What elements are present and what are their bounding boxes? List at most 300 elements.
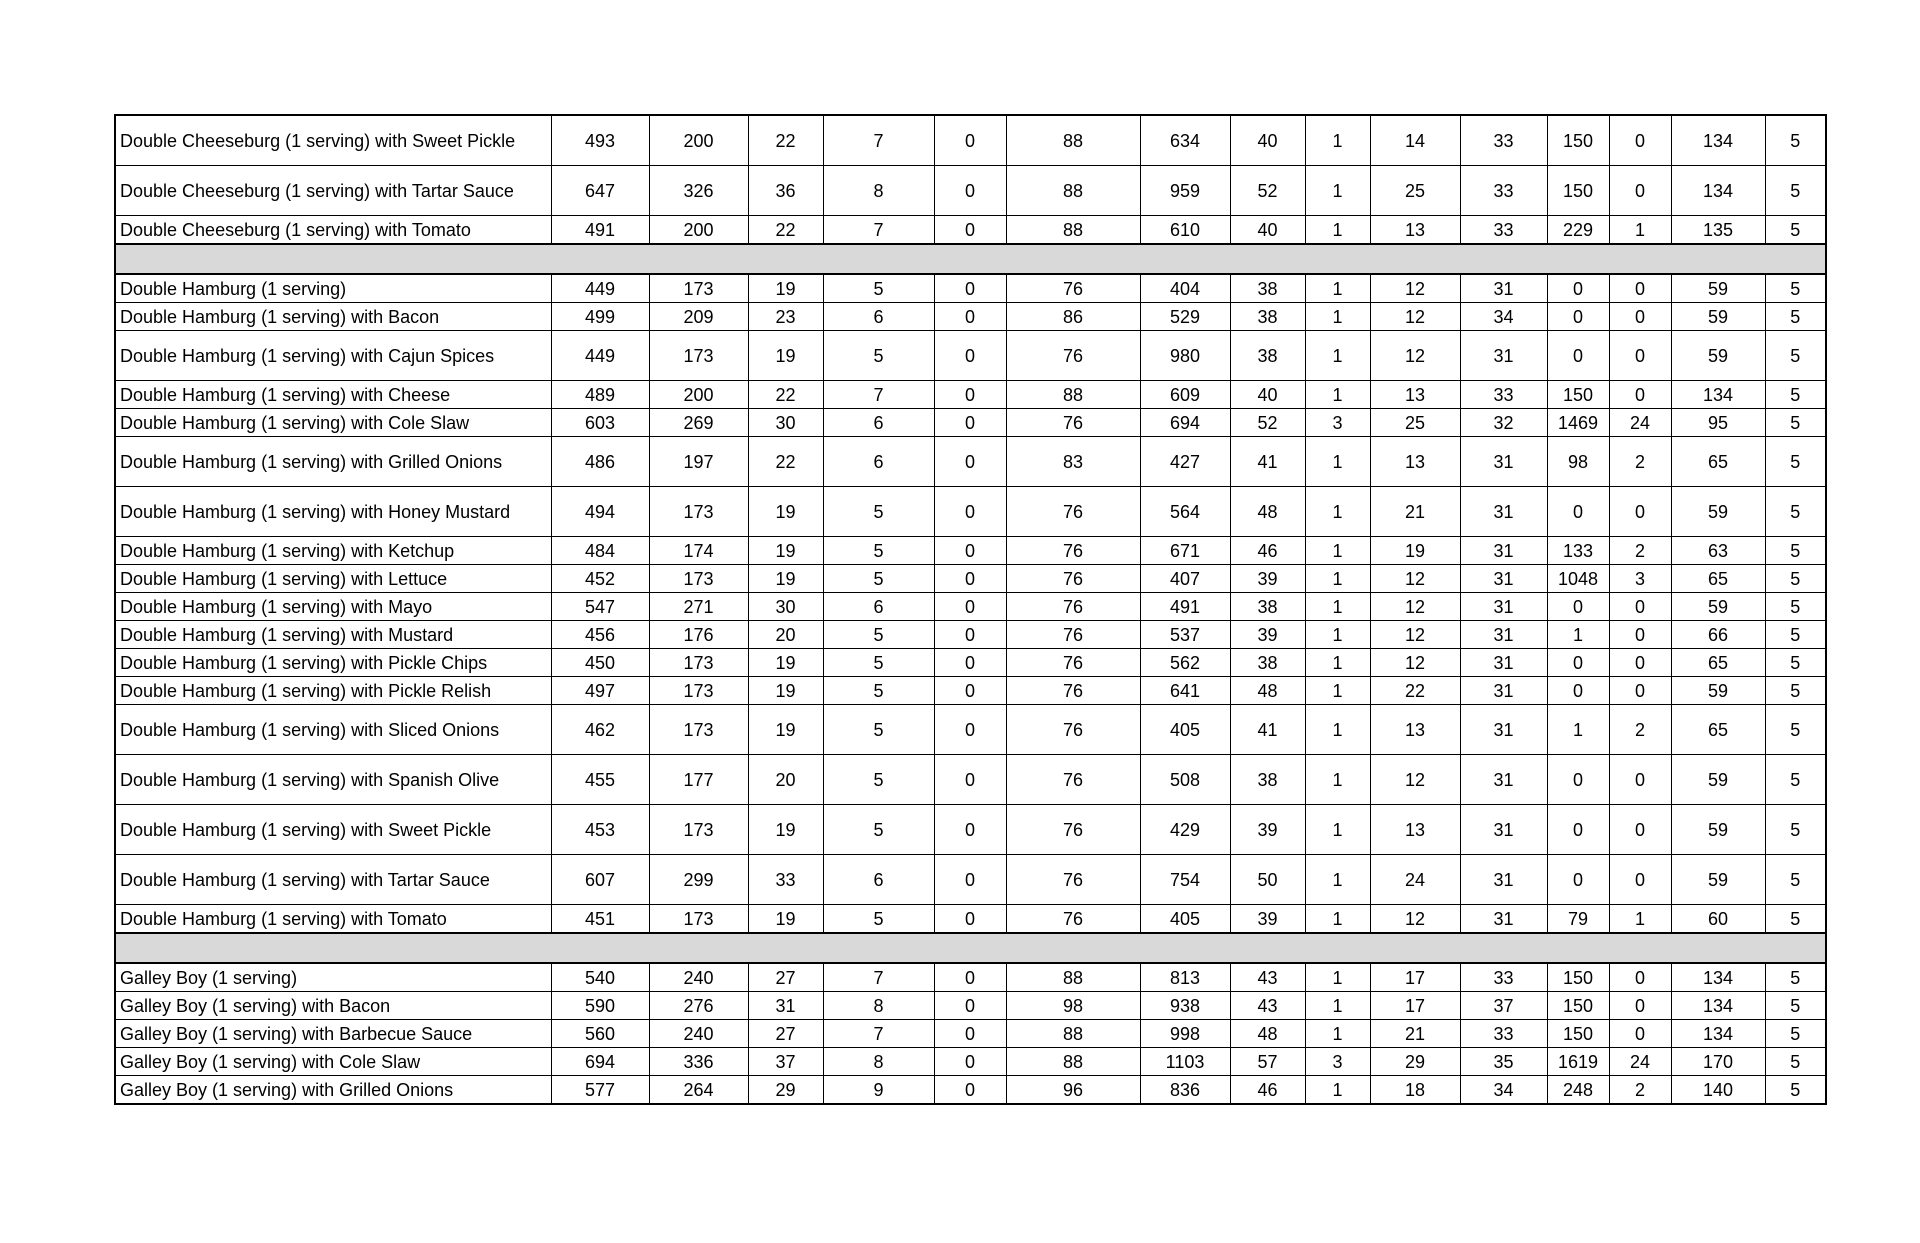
value-cell: 88: [1006, 1048, 1140, 1076]
value-cell: 0: [934, 649, 1006, 677]
table-row: [115, 274, 1826, 303]
value-cell: 27: [748, 1020, 823, 1048]
value-cell: 59: [1671, 593, 1765, 621]
value-cell: 31: [1460, 705, 1547, 755]
item-name-cell: Double Hamburg (1 serving) with Sliced Onions: [115, 705, 551, 755]
value-cell: 5: [1765, 115, 1826, 166]
value-cell: 173: [649, 331, 748, 381]
value-cell: 980: [1140, 331, 1230, 381]
value-cell: 1: [1305, 677, 1370, 705]
value-cell: 173: [649, 677, 748, 705]
value-cell: 0: [934, 855, 1006, 905]
table-row: [115, 331, 1826, 381]
value-cell: 31: [1460, 905, 1547, 934]
item-name-cell: Double Hamburg (1 serving) with Cole Slaw: [115, 409, 551, 437]
value-cell: 173: [649, 705, 748, 755]
value-cell: 135: [1671, 216, 1765, 245]
value-cell: 33: [1460, 963, 1547, 992]
value-cell: 1469: [1547, 409, 1609, 437]
item-name-cell: Double Hamburg (1 serving) with Sweet Pickle: [115, 805, 551, 855]
value-cell: 63: [1671, 537, 1765, 565]
value-cell: 7: [823, 216, 934, 245]
value-cell: 5: [1765, 649, 1826, 677]
value-cell: 0: [1609, 755, 1671, 805]
value-cell: 9: [823, 1076, 934, 1105]
value-cell: 938: [1140, 992, 1230, 1020]
value-cell: 38: [1230, 331, 1305, 381]
value-cell: 508: [1140, 755, 1230, 805]
group-separator-row: [115, 244, 1826, 274]
value-cell: 0: [1609, 649, 1671, 677]
value-cell: 173: [649, 274, 748, 303]
item-name-cell: Double Hamburg (1 serving) with Grilled Onions: [115, 437, 551, 487]
value-cell: 5: [1765, 805, 1826, 855]
value-cell: 493: [551, 115, 649, 166]
value-cell: 88: [1006, 115, 1140, 166]
value-cell: 39: [1230, 621, 1305, 649]
value-cell: 564: [1140, 487, 1230, 537]
value-cell: 150: [1547, 381, 1609, 409]
value-cell: 14: [1370, 115, 1460, 166]
value-cell: 5: [823, 537, 934, 565]
value-cell: 173: [649, 805, 748, 855]
value-cell: 0: [934, 487, 1006, 537]
value-cell: 52: [1230, 166, 1305, 216]
value-cell: 34: [1460, 1076, 1547, 1105]
value-cell: 76: [1006, 855, 1140, 905]
value-cell: 13: [1370, 705, 1460, 755]
value-cell: 134: [1671, 166, 1765, 216]
value-cell: 486: [551, 437, 649, 487]
value-cell: 560: [551, 1020, 649, 1048]
value-cell: 5: [1765, 537, 1826, 565]
value-cell: 98: [1547, 437, 1609, 487]
value-cell: 59: [1671, 755, 1765, 805]
value-cell: 65: [1671, 437, 1765, 487]
value-cell: 39: [1230, 805, 1305, 855]
value-cell: 174: [649, 537, 748, 565]
value-cell: 5: [823, 621, 934, 649]
value-cell: 0: [934, 805, 1006, 855]
value-cell: 25: [1370, 409, 1460, 437]
value-cell: 173: [649, 565, 748, 593]
item-name-cell: Double Hamburg (1 serving) with Honey Mustard: [115, 487, 551, 537]
value-cell: 449: [551, 274, 649, 303]
value-cell: 0: [934, 593, 1006, 621]
value-cell: 50: [1230, 855, 1305, 905]
value-cell: 1: [1305, 166, 1370, 216]
value-cell: 0: [934, 537, 1006, 565]
value-cell: 36: [748, 166, 823, 216]
value-cell: 6: [823, 593, 934, 621]
value-cell: 8: [823, 166, 934, 216]
value-cell: 21: [1370, 487, 1460, 537]
value-cell: 59: [1671, 677, 1765, 705]
value-cell: 0: [1547, 593, 1609, 621]
value-cell: 671: [1140, 537, 1230, 565]
value-cell: 610: [1140, 216, 1230, 245]
item-name-cell: Double Hamburg (1 serving) with Pickle Relish: [115, 677, 551, 705]
table-row: [115, 805, 1826, 855]
value-cell: 95: [1671, 409, 1765, 437]
value-cell: 269: [649, 409, 748, 437]
table-row: [115, 992, 1826, 1020]
value-cell: 38: [1230, 755, 1305, 805]
value-cell: 5: [1765, 855, 1826, 905]
value-cell: 88: [1006, 166, 1140, 216]
value-cell: 484: [551, 537, 649, 565]
value-cell: 1: [1305, 565, 1370, 593]
value-cell: 609: [1140, 381, 1230, 409]
value-cell: 240: [649, 1020, 748, 1048]
item-name-cell: Double Hamburg (1 serving) with Pickle Chips: [115, 649, 551, 677]
value-cell: 264: [649, 1076, 748, 1105]
value-cell: 6: [823, 437, 934, 487]
value-cell: 529: [1140, 303, 1230, 331]
value-cell: 491: [1140, 593, 1230, 621]
value-cell: 5: [1765, 381, 1826, 409]
value-cell: 1: [1305, 274, 1370, 303]
value-cell: 88: [1006, 216, 1140, 245]
value-cell: 0: [1609, 331, 1671, 381]
value-cell: 32: [1460, 409, 1547, 437]
item-name-cell: Double Hamburg (1 serving) with Tomato: [115, 905, 551, 934]
value-cell: 1: [1305, 705, 1370, 755]
value-cell: 0: [934, 621, 1006, 649]
value-cell: 150: [1547, 115, 1609, 166]
value-cell: 38: [1230, 649, 1305, 677]
value-cell: 19: [748, 705, 823, 755]
value-cell: 0: [934, 166, 1006, 216]
value-cell: 0: [1609, 855, 1671, 905]
value-cell: 451: [551, 905, 649, 934]
value-cell: 0: [934, 1076, 1006, 1105]
value-cell: 1: [1305, 992, 1370, 1020]
table-row: [115, 381, 1826, 409]
value-cell: 0: [934, 1020, 1006, 1048]
value-cell: 0: [1609, 621, 1671, 649]
value-cell: 31: [1460, 487, 1547, 537]
value-cell: 38: [1230, 593, 1305, 621]
value-cell: 13: [1370, 381, 1460, 409]
value-cell: 31: [1460, 331, 1547, 381]
value-cell: 38: [1230, 303, 1305, 331]
value-cell: 1: [1305, 755, 1370, 805]
value-cell: 2: [1609, 705, 1671, 755]
value-cell: 1103: [1140, 1048, 1230, 1076]
value-cell: 22: [748, 381, 823, 409]
value-cell: 31: [1460, 855, 1547, 905]
value-cell: 8: [823, 1048, 934, 1076]
item-name-cell: Double Hamburg (1 serving) with Mustard: [115, 621, 551, 649]
value-cell: 59: [1671, 274, 1765, 303]
value-cell: 200: [649, 381, 748, 409]
value-cell: 5: [823, 331, 934, 381]
value-cell: 577: [551, 1076, 649, 1105]
table-row: [115, 963, 1826, 992]
value-cell: 497: [551, 677, 649, 705]
value-cell: 449: [551, 331, 649, 381]
value-cell: 240: [649, 963, 748, 992]
value-cell: 603: [551, 409, 649, 437]
value-cell: 0: [934, 409, 1006, 437]
value-cell: 19: [1370, 537, 1460, 565]
value-cell: 76: [1006, 409, 1140, 437]
value-cell: 5: [823, 805, 934, 855]
value-cell: 5: [1765, 755, 1826, 805]
value-cell: 88: [1006, 963, 1140, 992]
value-cell: 88: [1006, 381, 1140, 409]
table-row: [115, 537, 1826, 565]
value-cell: 0: [1609, 381, 1671, 409]
value-cell: 43: [1230, 992, 1305, 1020]
value-cell: 0: [934, 274, 1006, 303]
value-cell: 33: [748, 855, 823, 905]
value-cell: 427: [1140, 437, 1230, 487]
value-cell: 1: [1305, 216, 1370, 245]
value-cell: 48: [1230, 1020, 1305, 1048]
value-cell: 27: [748, 963, 823, 992]
item-name-cell: Galley Boy (1 serving) with Grilled Onions: [115, 1076, 551, 1105]
value-cell: 453: [551, 805, 649, 855]
table-row: [115, 303, 1826, 331]
value-cell: 19: [748, 905, 823, 934]
value-cell: 76: [1006, 331, 1140, 381]
group-separator: [115, 244, 1826, 274]
value-cell: 694: [1140, 409, 1230, 437]
value-cell: 31: [1460, 621, 1547, 649]
value-cell: 38: [1230, 274, 1305, 303]
table-row: [115, 1076, 1826, 1105]
value-cell: 1: [1305, 303, 1370, 331]
value-cell: 43: [1230, 963, 1305, 992]
value-cell: 7: [823, 115, 934, 166]
value-cell: 0: [934, 677, 1006, 705]
value-cell: 1: [1609, 905, 1671, 934]
value-cell: 0: [1609, 963, 1671, 992]
item-name-cell: Double Hamburg (1 serving) with Cajun Spices: [115, 331, 551, 381]
table-row: [115, 115, 1826, 166]
item-name-cell: Double Hamburg (1 serving) with Mayo: [115, 593, 551, 621]
value-cell: 150: [1547, 166, 1609, 216]
value-cell: 29: [748, 1076, 823, 1105]
value-cell: 200: [649, 115, 748, 166]
value-cell: 31: [1460, 755, 1547, 805]
value-cell: 5: [1765, 487, 1826, 537]
value-cell: 33: [1460, 381, 1547, 409]
value-cell: 37: [1460, 992, 1547, 1020]
value-cell: 134: [1671, 1020, 1765, 1048]
value-cell: 12: [1370, 331, 1460, 381]
value-cell: 0: [934, 381, 1006, 409]
value-cell: 19: [748, 565, 823, 593]
value-cell: 59: [1671, 805, 1765, 855]
table-row: [115, 705, 1826, 755]
value-cell: 0: [934, 115, 1006, 166]
table-row: [115, 216, 1826, 245]
value-cell: 31: [1460, 805, 1547, 855]
value-cell: 1: [1305, 1020, 1370, 1048]
value-cell: 19: [748, 677, 823, 705]
value-cell: 547: [551, 593, 649, 621]
value-cell: 276: [649, 992, 748, 1020]
value-cell: 0: [1609, 805, 1671, 855]
value-cell: 455: [551, 755, 649, 805]
item-name-cell: Double Cheeseburg (1 serving) with Tartar Sauce: [115, 166, 551, 216]
value-cell: 1: [1305, 593, 1370, 621]
value-cell: 836: [1140, 1076, 1230, 1105]
value-cell: 754: [1140, 855, 1230, 905]
value-cell: 0: [1609, 274, 1671, 303]
value-cell: 88: [1006, 1020, 1140, 1048]
value-cell: 462: [551, 705, 649, 755]
value-cell: 59: [1671, 303, 1765, 331]
value-cell: 5: [1765, 166, 1826, 216]
value-cell: 2: [1609, 437, 1671, 487]
value-cell: 76: [1006, 593, 1140, 621]
value-cell: 5: [1765, 437, 1826, 487]
table-row: [115, 593, 1826, 621]
value-cell: 12: [1370, 621, 1460, 649]
value-cell: 22: [1370, 677, 1460, 705]
value-cell: 5: [1765, 705, 1826, 755]
value-cell: 65: [1671, 705, 1765, 755]
value-cell: 0: [934, 437, 1006, 487]
value-cell: 2: [1609, 1076, 1671, 1105]
value-cell: 134: [1671, 381, 1765, 409]
nutrition-table: [114, 114, 1827, 1105]
value-cell: 6: [823, 855, 934, 905]
value-cell: 0: [934, 216, 1006, 245]
value-cell: 86: [1006, 303, 1140, 331]
value-cell: 5: [823, 705, 934, 755]
value-cell: 173: [649, 487, 748, 537]
value-cell: 19: [748, 274, 823, 303]
table-row: [115, 677, 1826, 705]
value-cell: 450: [551, 649, 649, 677]
value-cell: 0: [1547, 677, 1609, 705]
value-cell: 813: [1140, 963, 1230, 992]
value-cell: 5: [823, 905, 934, 934]
value-cell: 7: [823, 381, 934, 409]
value-cell: 5: [1765, 621, 1826, 649]
value-cell: 5: [1765, 409, 1826, 437]
value-cell: 200: [649, 216, 748, 245]
table-row: [115, 565, 1826, 593]
value-cell: 0: [934, 963, 1006, 992]
value-cell: 20: [748, 755, 823, 805]
value-cell: 76: [1006, 621, 1140, 649]
value-cell: 1: [1305, 115, 1370, 166]
table-row: [115, 166, 1826, 216]
value-cell: 33: [1460, 115, 1547, 166]
value-cell: 23: [748, 303, 823, 331]
item-name-cell: Double Hamburg (1 serving): [115, 274, 551, 303]
value-cell: 13: [1370, 805, 1460, 855]
value-cell: 150: [1547, 992, 1609, 1020]
value-cell: 1: [1547, 621, 1609, 649]
value-cell: 452: [551, 565, 649, 593]
value-cell: 76: [1006, 677, 1140, 705]
value-cell: 7: [823, 963, 934, 992]
table-row: [115, 621, 1826, 649]
value-cell: 48: [1230, 677, 1305, 705]
value-cell: 0: [934, 905, 1006, 934]
value-cell: 176: [649, 621, 748, 649]
value-cell: 0: [1609, 115, 1671, 166]
value-cell: 12: [1370, 274, 1460, 303]
value-cell: 1: [1305, 381, 1370, 409]
value-cell: 5: [1765, 216, 1826, 245]
value-cell: 562: [1140, 649, 1230, 677]
value-cell: 5: [823, 274, 934, 303]
value-cell: 5: [823, 755, 934, 805]
value-cell: 5: [1765, 905, 1826, 934]
value-cell: 404: [1140, 274, 1230, 303]
value-cell: 1: [1305, 905, 1370, 934]
value-cell: 959: [1140, 166, 1230, 216]
value-cell: 12: [1370, 303, 1460, 331]
value-cell: 5: [1765, 963, 1826, 992]
value-cell: 39: [1230, 905, 1305, 934]
table-row: [115, 855, 1826, 905]
item-name-cell: Galley Boy (1 serving) with Cole Slaw: [115, 1048, 551, 1076]
value-cell: 22: [748, 115, 823, 166]
value-cell: 134: [1671, 992, 1765, 1020]
value-cell: 1: [1305, 963, 1370, 992]
value-cell: 0: [1547, 331, 1609, 381]
item-name-cell: Double Hamburg (1 serving) with Cheese: [115, 381, 551, 409]
value-cell: 29: [1370, 1048, 1460, 1076]
value-cell: 634: [1140, 115, 1230, 166]
value-cell: 34: [1460, 303, 1547, 331]
value-cell: 5: [1765, 1048, 1826, 1076]
value-cell: 1: [1547, 705, 1609, 755]
value-cell: 22: [748, 437, 823, 487]
value-cell: 41: [1230, 705, 1305, 755]
item-name-cell: Galley Boy (1 serving) with Barbecue Sauce: [115, 1020, 551, 1048]
value-cell: 0: [934, 303, 1006, 331]
item-name-cell: Double Hamburg (1 serving) with Tartar Sauce: [115, 855, 551, 905]
value-cell: 98: [1006, 992, 1140, 1020]
value-cell: 59: [1671, 487, 1765, 537]
value-cell: 12: [1370, 755, 1460, 805]
value-cell: 39: [1230, 565, 1305, 593]
value-cell: 76: [1006, 805, 1140, 855]
value-cell: 40: [1230, 115, 1305, 166]
value-cell: 17: [1370, 963, 1460, 992]
value-cell: 134: [1671, 115, 1765, 166]
value-cell: 0: [934, 1048, 1006, 1076]
value-cell: 177: [649, 755, 748, 805]
group-separator: [115, 933, 1826, 963]
value-cell: 0: [934, 565, 1006, 593]
value-cell: 1: [1609, 216, 1671, 245]
value-cell: 407: [1140, 565, 1230, 593]
value-cell: 537: [1140, 621, 1230, 649]
value-cell: 336: [649, 1048, 748, 1076]
value-cell: 150: [1547, 1020, 1609, 1048]
value-cell: 0: [1609, 593, 1671, 621]
value-cell: 0: [934, 705, 1006, 755]
value-cell: 24: [1609, 1048, 1671, 1076]
value-cell: 1: [1305, 537, 1370, 565]
value-cell: 5: [1765, 992, 1826, 1020]
value-cell: 1: [1305, 331, 1370, 381]
value-cell: 170: [1671, 1048, 1765, 1076]
value-cell: 76: [1006, 755, 1140, 805]
value-cell: 31: [1460, 565, 1547, 593]
